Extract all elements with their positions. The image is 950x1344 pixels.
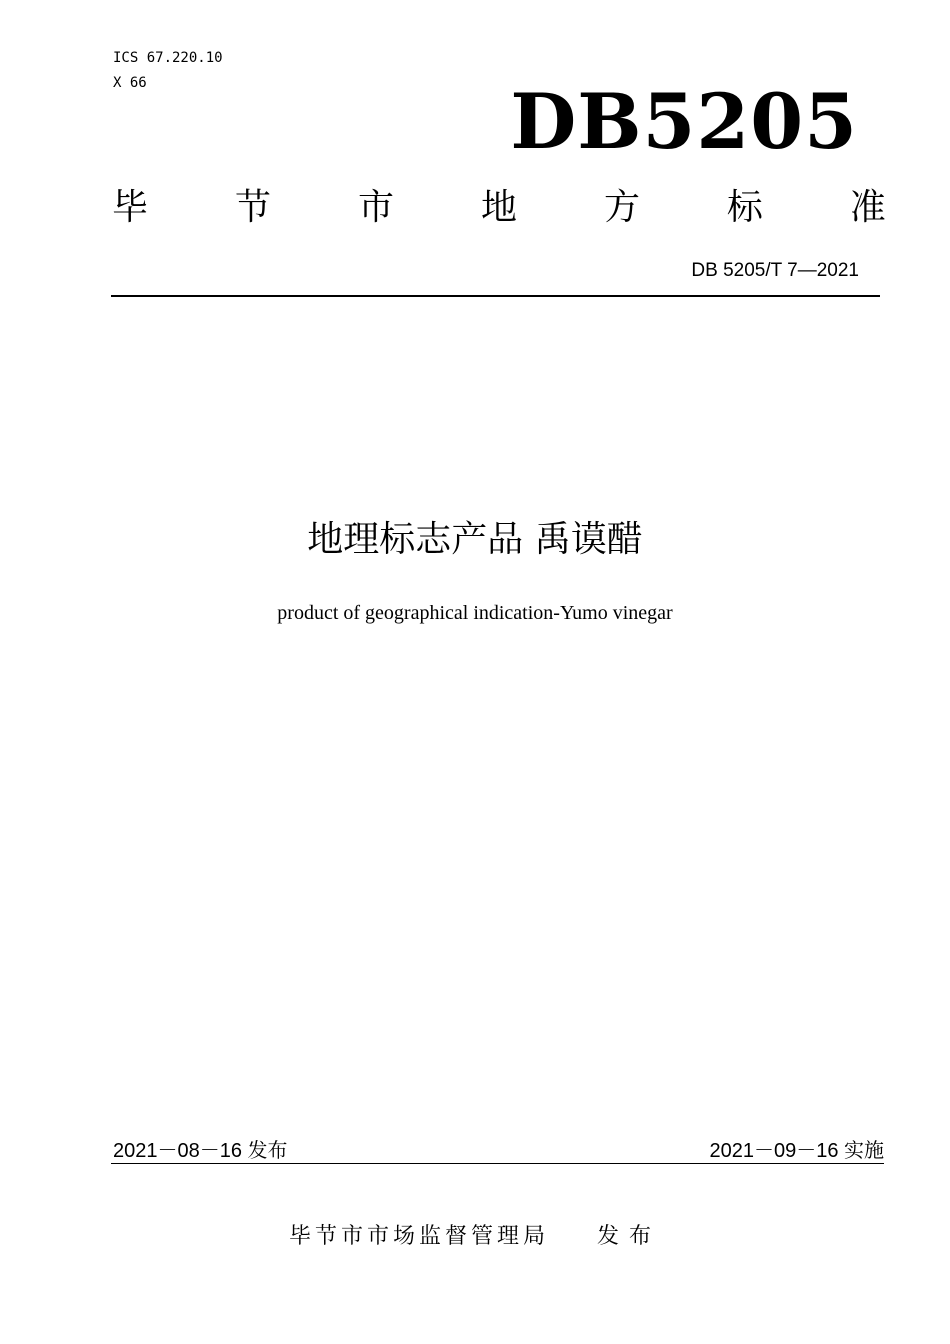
standard-number: DB 5205/T 7—2021 [691,260,859,281]
standard-type-char: 地 [480,187,517,228]
issuer-name: 毕节市市场监督管理局 [288,1224,549,1249]
standard-code: DB5205 [510,77,858,166]
standard-type-char: 标 [726,187,763,228]
standard-type [112,186,886,230]
issuer-line [0,1222,950,1252]
standard-type-char: 市 [357,187,394,228]
standard-type-char: 节 [234,187,271,228]
standard-type-char: 方 [603,187,640,228]
title-english: product of geographical indication-Yumo vinegar [277,602,673,624]
standard-type-char: 毕 [112,187,149,228]
footer-divider [111,1163,884,1164]
ics-code: ICS 67.220.10 [113,50,223,66]
implementation-date: 2021－09－16 实施 [709,1140,884,1162]
issue-date: 2021－08－16 发布 [113,1140,288,1162]
standard-type-char: 准 [849,187,886,228]
classification-code: X 66 [113,75,147,91]
title-chinese: 地理标志产品 禹谟醋 [307,519,643,560]
header-divider [111,295,880,297]
issuer-verb: 发布 [597,1224,662,1249]
